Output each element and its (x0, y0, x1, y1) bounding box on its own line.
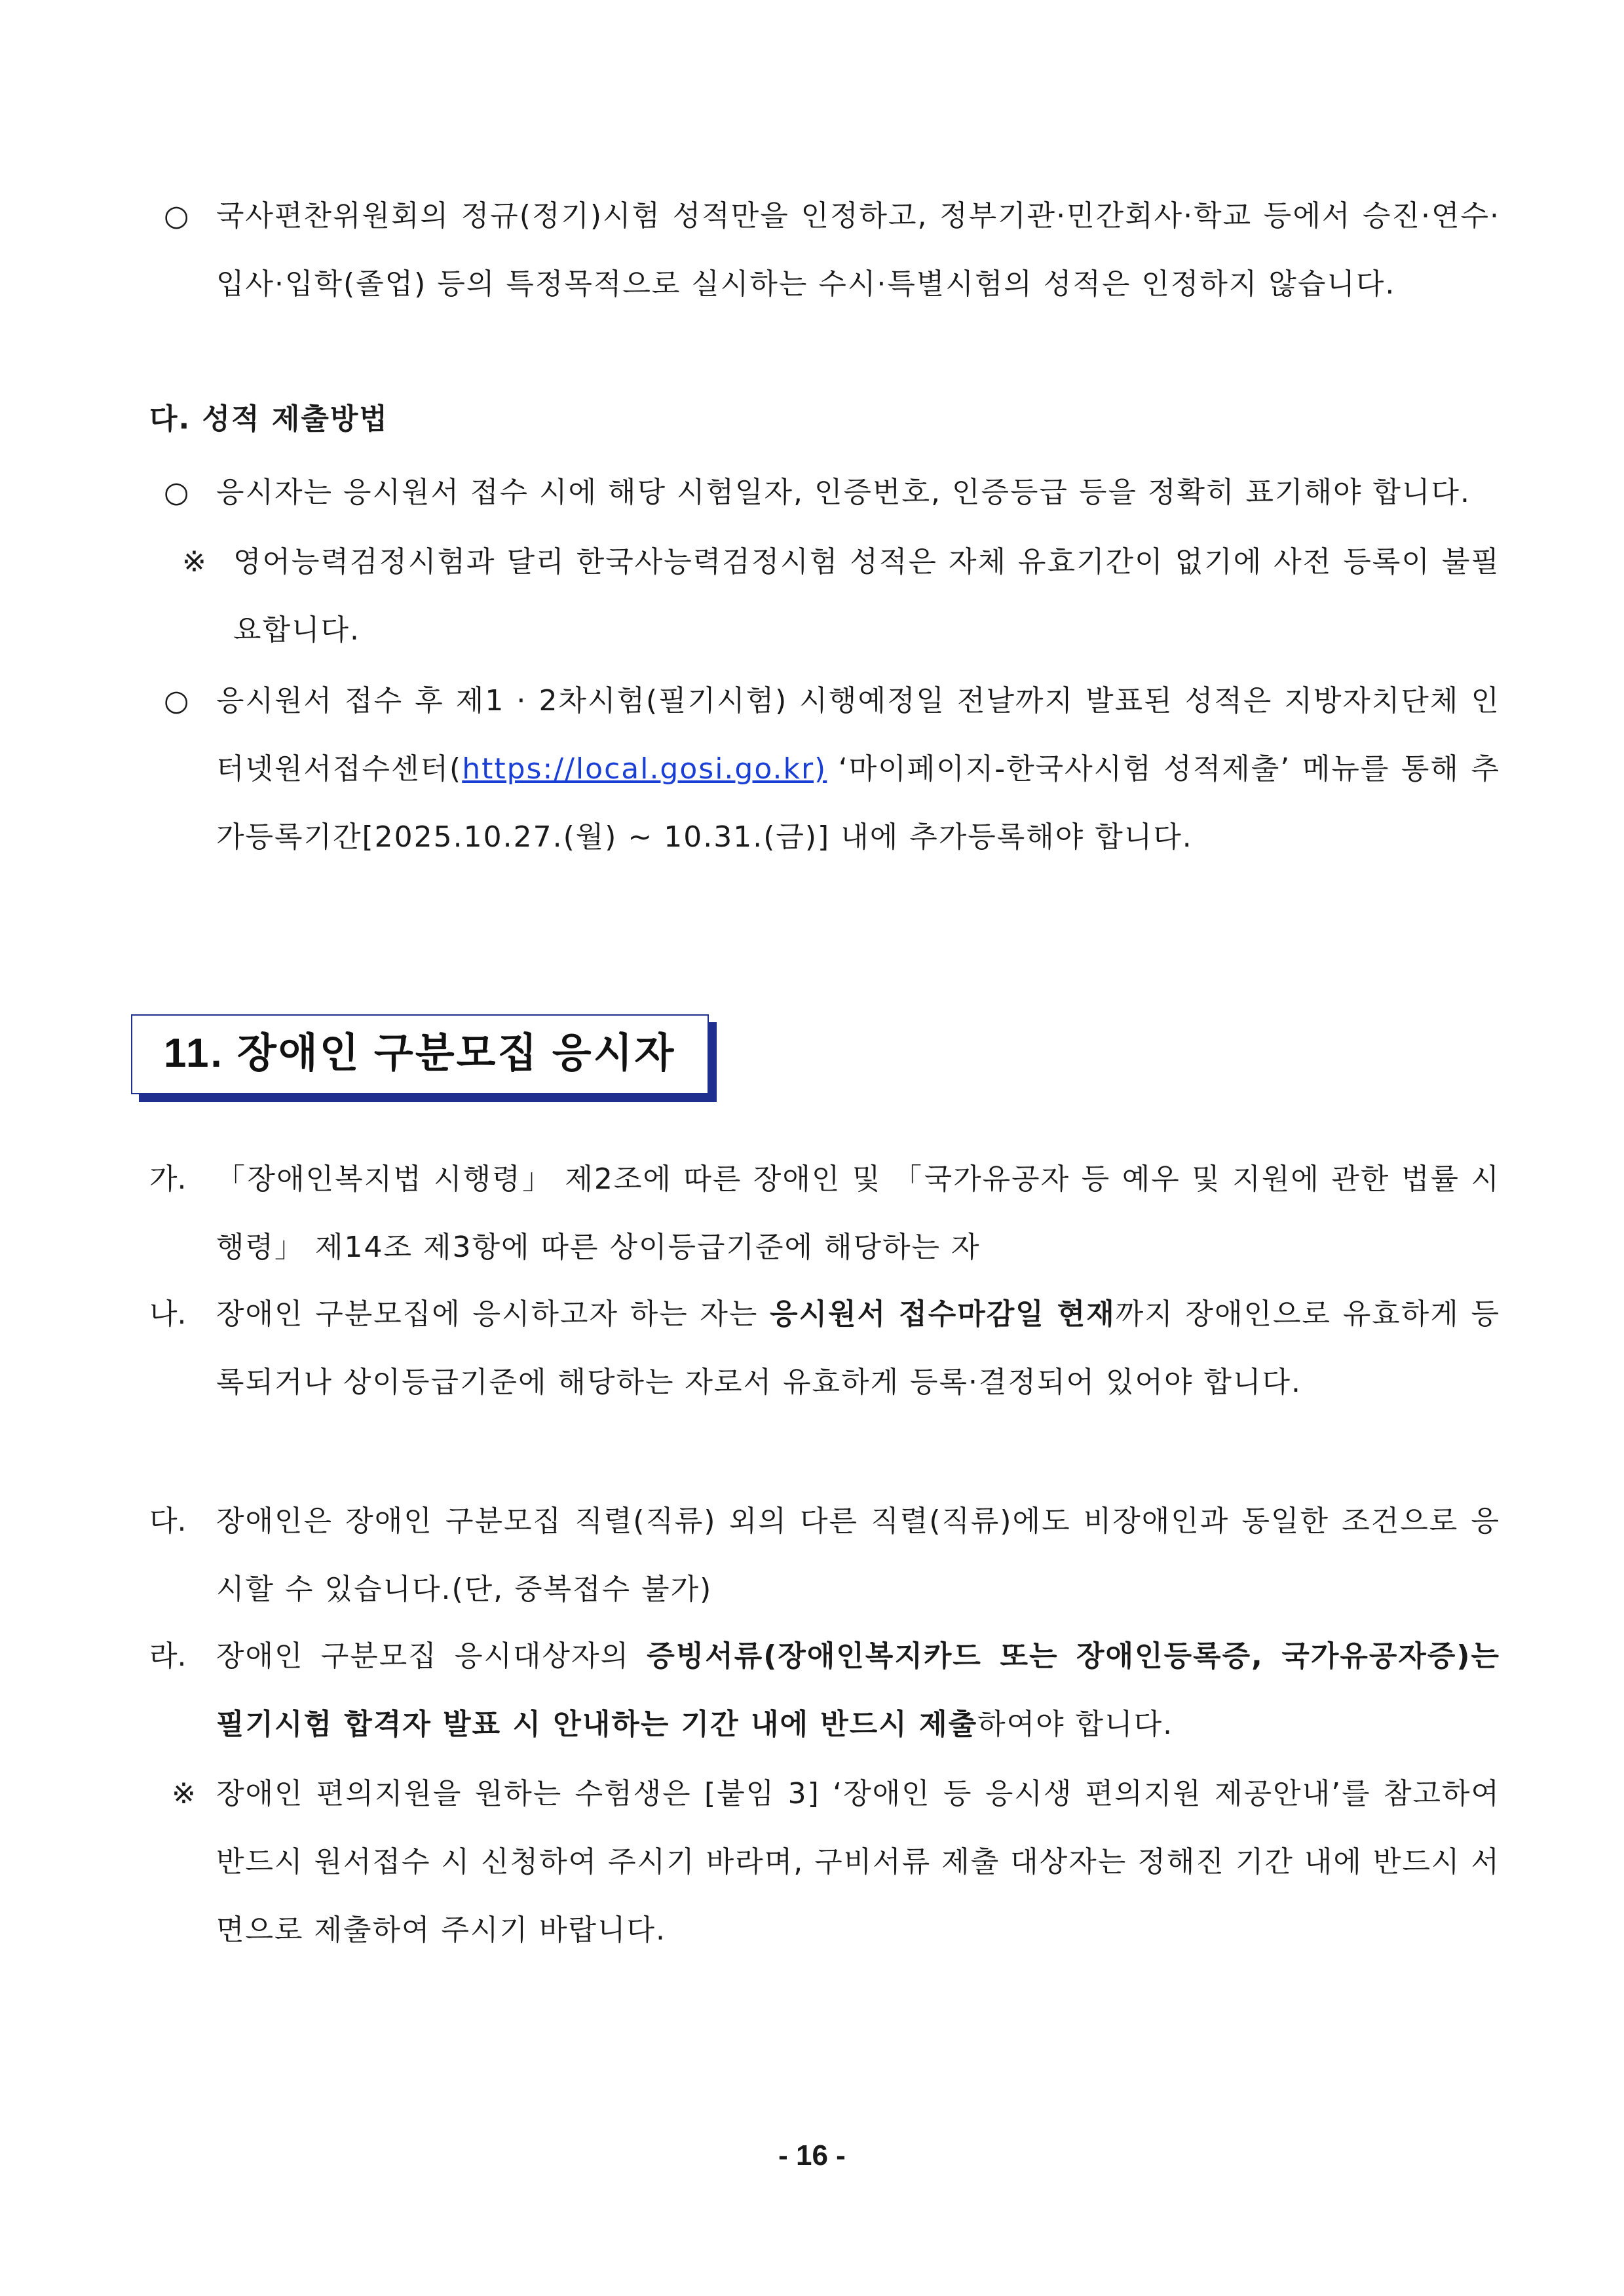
ra-text-a: 장애인 구분모집 응시대상자의 (216, 1639, 647, 1673)
section-heading-box (131, 1014, 709, 1094)
item-marker-ga: 가. (149, 1162, 187, 1196)
section-heading: 11. 장애인 구분모집 응시자 (164, 1031, 676, 1076)
paragraph-score-recognition: 국사편찬위원회의 정규(정기)시험 성적만을 인정하고, 정부기관·민간회사·학교 등에서 승진·연수·입사·입학(졸업) 등의 특정목적으로 실시하는 수시·특별시험의 성적은 인정하지 않습니다. (216, 199, 1500, 301)
paragraph-application-notation: 응시자는 응시원서 접수 시에 해당 시험일자, 인증번호, 인증등급 등을 정확히 표기해야 합니다. (216, 476, 1471, 509)
paragraph-additional-registration (216, 667, 1500, 871)
note-mark: ※ (182, 545, 206, 579)
na-text-a: 장애인 구분모집에 응시하고자 하는 자는 (216, 1297, 770, 1331)
circle-bullet: ○ (164, 199, 189, 233)
gosi-link[interactable]: https://local.gosi.go.kr) (462, 752, 827, 786)
item-ra-documents (216, 1622, 1500, 1759)
additional-registration-text-b: ‘마이페이지-한국사시험 성적제출’ 메뉴를 통해 추가등록기간[2025.10.27.(월) ~ 10.31.(금)] 내에 추가등록해야 합니다. (216, 752, 1500, 854)
na-bold-deadline: 응시원서 접수마감일 현재 (770, 1297, 1116, 1331)
na-text-b: 까지 장애인으로 유효하게 등록되거나 상이등급기준에 해당하는 자로서 유효하게 등록·결정되어 있어야 합니다. (216, 1297, 1500, 1399)
item-da-other-series: 장애인은 장애인 구분모집 직렬(직류) 외의 다른 직렬(직류)에도 비장애인과 동일한 조건으로 응시할 수 있습니다.(단, 중복접수 불가) (216, 1504, 1500, 1606)
item-marker-na: 나. (149, 1297, 187, 1331)
item-na-registration-requirement (216, 1280, 1500, 1417)
note-mark: ※ (172, 1777, 196, 1810)
item-marker-da: 다. (149, 1504, 187, 1538)
additional-registration-text-a: 응시원서 접수 후 제1 · 2차시험(필기시험) 시행예정일 전날까지 발표된 성적은 지방자치단체 인터넷원서접수센터( (216, 684, 1500, 786)
ra-text-b: 하여야 합니다. (977, 1708, 1174, 1741)
ra-bold-documents: 증빙서류(장애인복지카드 또는 장애인등록증, 국가유공자증)는 필기시험 합격자 발표 시 안내하는 기간 내에 반드시 제출 (216, 1639, 1500, 1741)
page-number: - 16 - (778, 2139, 846, 2172)
section-title-score-submission: 다. 성적 제출방법 (149, 402, 388, 436)
circle-bullet: ○ (164, 476, 189, 509)
note-no-preregistration: 영어능력검정시험과 달리 한국사능력검정시험 성적은 자체 유효기간이 없기에 사전 등록이 불필요합니다. (233, 545, 1500, 647)
item-ga-disability-definition: 「장애인복지법 시행령」 제2조에 따른 장애인 및 「국가유공자 등 예우 및 지원에 관한 법률 시행령」 제14조 제3항에 따른 상이등급기준에 해당하는 자 (216, 1162, 1500, 1264)
item-marker-ra: 라. (149, 1639, 187, 1673)
circle-bullet: ○ (164, 684, 189, 718)
note-convenience-support: 장애인 편의지원을 원하는 수험생은 [붙임 3] ‘장애인 등 응시생 편의지원 제공안내’를 참고하여 반드시 원서접수 시 신청하여 주시기 바라며, 구비서류 제출 대상자는 정해진 기간 내에 반드시 서면으로 제출하여 주시기 바랍니다. (216, 1777, 1500, 1947)
